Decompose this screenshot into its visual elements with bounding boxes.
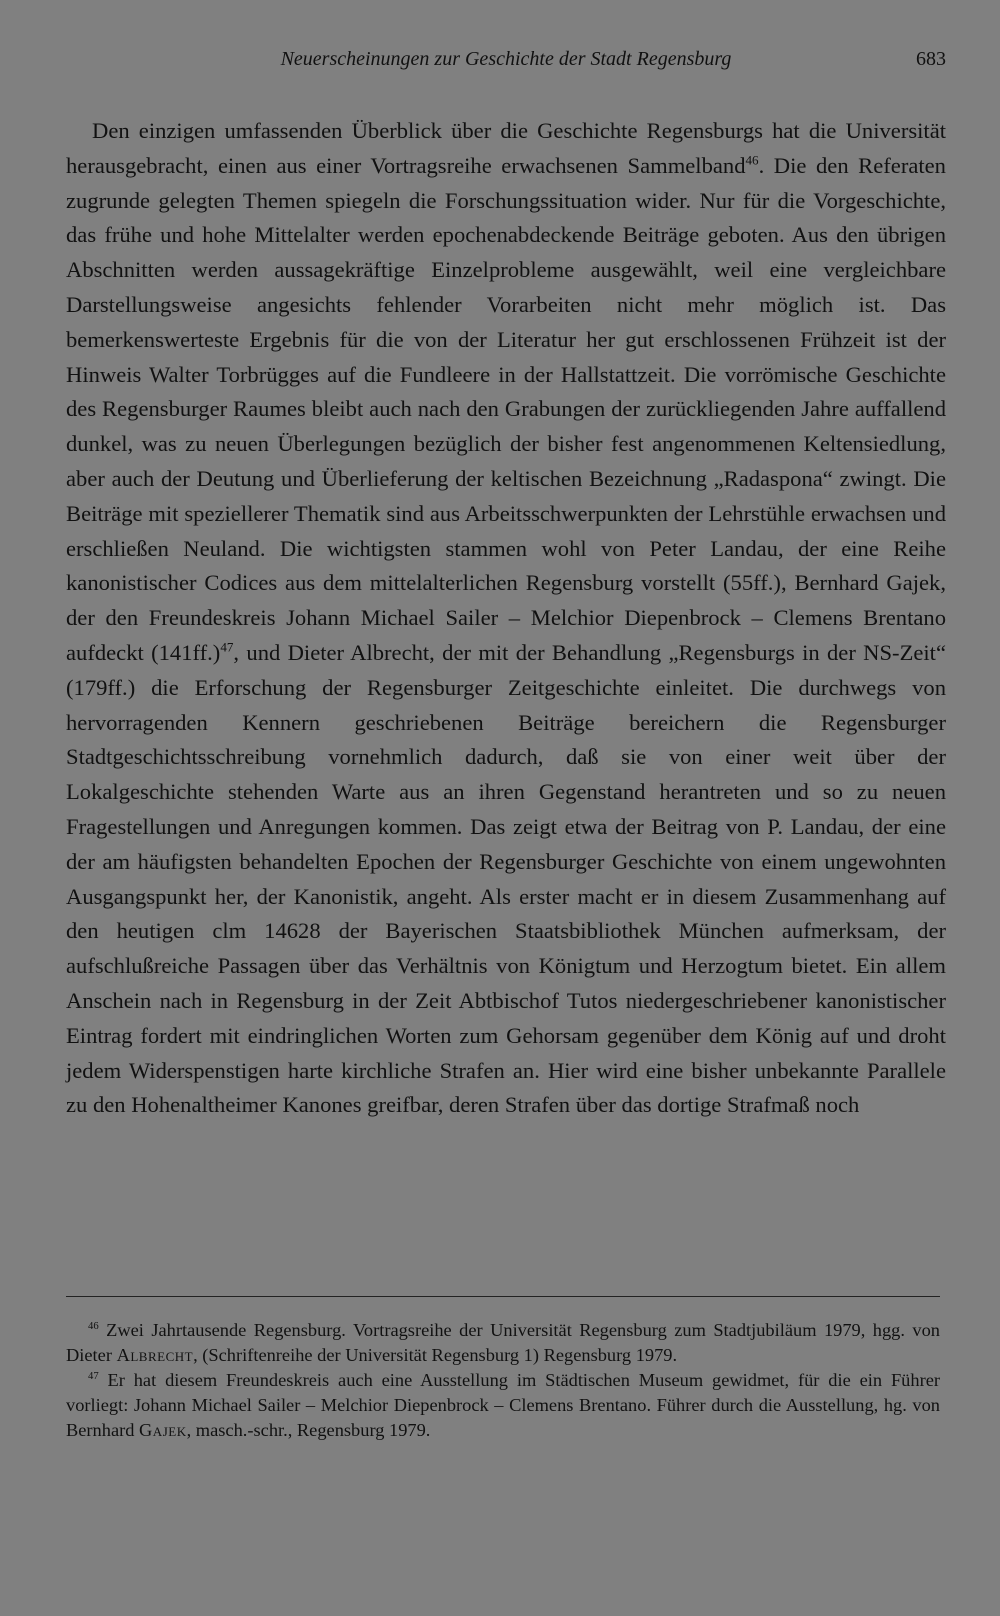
footnote-47	[66, 1368, 940, 1443]
footnote-text: Zwei Jahrtausende Regensburg. Vortragsreihe der Universität Regensburg zum Stadtjubiläum 1979, hgg. von Dieter	[66, 1320, 940, 1365]
footnote-number: 46	[88, 1319, 99, 1332]
footnote-text: , masch.-schr., Regensburg 1979.	[186, 1420, 431, 1440]
author-small-caps: Gajek	[139, 1420, 187, 1440]
footnote-number: 47	[88, 1369, 99, 1382]
body-text-part-2: . Die den Referaten zugrunde gelegten Themen spiegeln die Forschungssituation wider. Nur für die Vorgeschichte, das frühe und hohe Mittelalter werden epochenabdeckende Beiträge geboten. Aus den übrigen Abschnitten werden aussagekräftige Einzelprobleme ausgewählt, weil eine vergleichbare Darstellungsweise angesichts fehlender Vorarbeiten nicht mehr möglich ist. Das bemerkenswerteste Ergebnis für die von der Literatur her gut erschlossenen Frühzeit ist der Hinweis Walter Torbrügges auf die Fundleere in der Hallstattzeit. Die vorrömische Geschichte des Regensburger Raumes bleibt auch nach den Grabungen der zurückliegenden Jahre auffallend dunkel, was zu neuen Überlegungen bezüglich der bisher fest angenommenen Keltensiedlung, aber auch der Deutung und Überlieferung der keltischen Bezeichnung „Radaspona“ zwingt. Die Beiträge mit speziellerer Thematik sind aus Arbeitsschwerpunkten der Lehrstühle erwachsen und erschließen Neuland. Die wichtigsten stammen wohl von Peter Landau, der eine Reihe kanonistischer Codices aus dem mittelalterlichen Regensburg vorstellt (55ff.), Bernhard Gajek, der den Freundeskreis Johann Michael Sailer – Melchior Diepenbrock – Clemens Brentano aufdeckt (141ff.)	[66, 152, 946, 665]
page-number: 683	[916, 48, 946, 70]
running-title: Neuerscheinungen zur Geschichte der Stadt Regensburg	[280, 48, 732, 70]
body-paragraph	[66, 114, 946, 1123]
footnote-divider	[66, 1296, 940, 1297]
footnote-ref-46[interactable]: 46	[745, 152, 759, 168]
footnotes	[66, 1318, 940, 1443]
author-small-caps: Albrecht	[116, 1345, 194, 1365]
footnote-text: , (Schriftenreihe der Universität Regensburg 1) Regensburg 1979.	[193, 1345, 678, 1365]
footnote-46	[66, 1318, 940, 1368]
footnote-text: Er hat diesem Freundeskreis auch eine Ausstellung im Städtischen Museum gewidmet, für die ein Führer vorliegt: Johann Michael Sailer – Melchior Diepenbrock – Clemens Brentano. Führer durch die Ausstellung, hg. von Bernhard	[66, 1370, 940, 1440]
body-text-part-1: Den einzigen umfassenden Überblick über die Geschichte Regensburgs hat die Universität herausgebracht, einen aus einer Vortragsreihe erwachsenen Sammelband	[66, 118, 946, 178]
footnote-ref-47[interactable]: 47	[220, 639, 234, 655]
running-head	[66, 48, 946, 80]
body-text-part-3: , und Dieter Albrecht, der mit der Behandlung „Regensburgs in der NS-Zeit“ (179ff.) die Erforschung der Regensburger Zeitgeschichte einleitet. Die durchwegs von hervorragenden Kennern geschriebenen Beiträge bereichern die Regensburger Stadtgeschichtsschreibung vornehmlich dadurch, daß sie von einer weit über der Lokalgeschichte stehenden Warte aus an ihren Gegenstand herantreten und so zu neuen Fragestellungen und Anregungen kommen. Das zeigt etwa der Beitrag von P. Landau, der eine der am häufigsten behandelten Epochen der Regensburger Geschichte von einem ungewohnten Ausgangspunkt her, der Kanonistik, angeht. Als erster macht er in diesem Zusammenhang auf den heutigen clm 14628 der Bayerischen Staatsbibliothek München aufmerksam, der aufschlußreiche Passagen über das Verhältnis von Königtum und Herzogtum bietet. Ein allem Anschein nach in Regensburg in der Zeit Abtbischof Tutos niedergeschriebener kanonistischer Eintrag fordert mit eindringlichen Worten zum Gehorsam gegenüber dem König auf und droht jedem Widerspenstigen harte kirchliche Strafen an. Hier wird eine bisher unbekannte Parallele zu den Hohenaltheimer Kanones greifbar, deren Strafen über das dortige Strafmaß noch	[66, 639, 946, 1118]
